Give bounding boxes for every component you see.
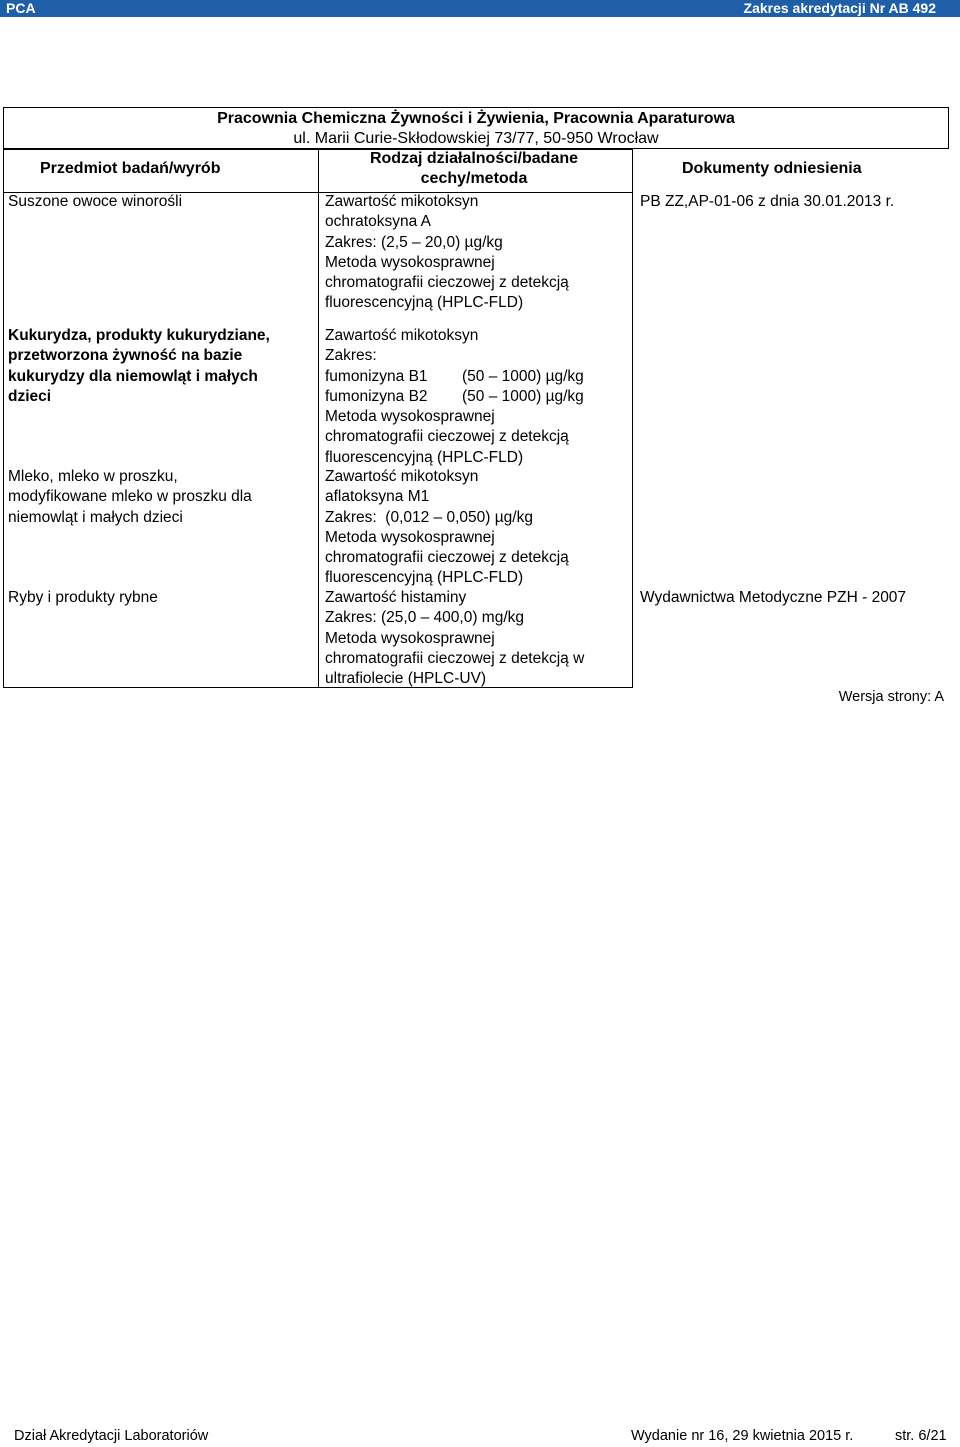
table-column-divider-2	[632, 149, 633, 688]
header-left-label: PCA	[6, 0, 36, 16]
footer-page-number: str. 6/21	[895, 1428, 947, 1444]
footer-edition: Wydanie nr 16, 29 kwietnia 2015 r.	[631, 1428, 854, 1444]
lab-name: Pracownia Chemiczna Żywności i Żywienia, Pracownia Aparaturowa	[217, 110, 735, 127]
page-version-note: Wersja strony: A	[838, 689, 944, 705]
row-2-subject: Kukurydza, produkty kukurydziane, przetworzona żywność na bazie kukurydzy dla niemowląt i małych dzieci	[8, 327, 270, 405]
column-header-documents: Dokumenty odniesienia	[682, 160, 862, 177]
lab-title-box	[3, 107, 949, 149]
row-4-activity: Zawartość histaminy Zakres: (25,0 – 400,0) mg/kg Metoda wysokosprawnej chromatografii cieczowej z detekcją w ultrafiolecie (HPLC-UV)	[325, 589, 585, 688]
row-1-subject: Suszone owoce winorośli	[8, 193, 183, 210]
row-4-subject: Ryby i produkty rybne	[8, 589, 158, 606]
column-header-activity-line1: Rodzaj działalności/badane	[369, 150, 579, 167]
table-column-divider-1	[318, 149, 319, 688]
header-right-label: Zakres akredytacji Nr AB 492	[743, 0, 936, 16]
column-header-subject: Przedmiot badań/wyrób	[40, 160, 221, 177]
row-2-activity: Zawartość mikotoksyn Zakres: fumonizyna B1 (50 – 1000) µg/kg fumonizyna B2 (50 – 1000) µg/kg Metoda wysokosprawnej chromatografii cieczowej z detekcją fluorescencyjną (HPLC-FLD)	[325, 327, 584, 466]
row-1-activity: Zawartość mikotoksyn ochratoksyna A Zakres: (2,5 – 20,0) µg/kg Metoda wysokosprawnej chromatografii cieczowej z detekcją fluorescencyjną (HPLC-FLD)	[325, 193, 569, 312]
column-header-activity-line2: cechy/metoda	[420, 170, 528, 187]
row-3-subject: Mleko, mleko w proszku, modyfikowane mleko w proszku dla niemowląt i małych dzieci	[8, 468, 252, 526]
footer-left: Dział Akredytacji Laboratoriów	[14, 1428, 209, 1444]
row-3-activity: Zawartość mikotoksyn aflatoksyna M1 Zakres: (0,012 – 0,050) µg/kg Metoda wysokosprawnej chromatografii cieczowej z detekcją fluorescencyjną (HPLC-FLD)	[325, 468, 569, 587]
row-1-document: PB ZZ,AP-01-06 z dnia 30.01.2013 r.	[640, 193, 895, 210]
lab-address: ul. Marii Curie-Skłodowskiej 73/77, 50-950 Wrocław	[293, 130, 659, 147]
table-border-left	[3, 149, 4, 688]
page-header-bar	[0, 0, 960, 17]
row-4-document: Wydawnictwa Metodyczne PZH - 2007	[640, 589, 907, 606]
